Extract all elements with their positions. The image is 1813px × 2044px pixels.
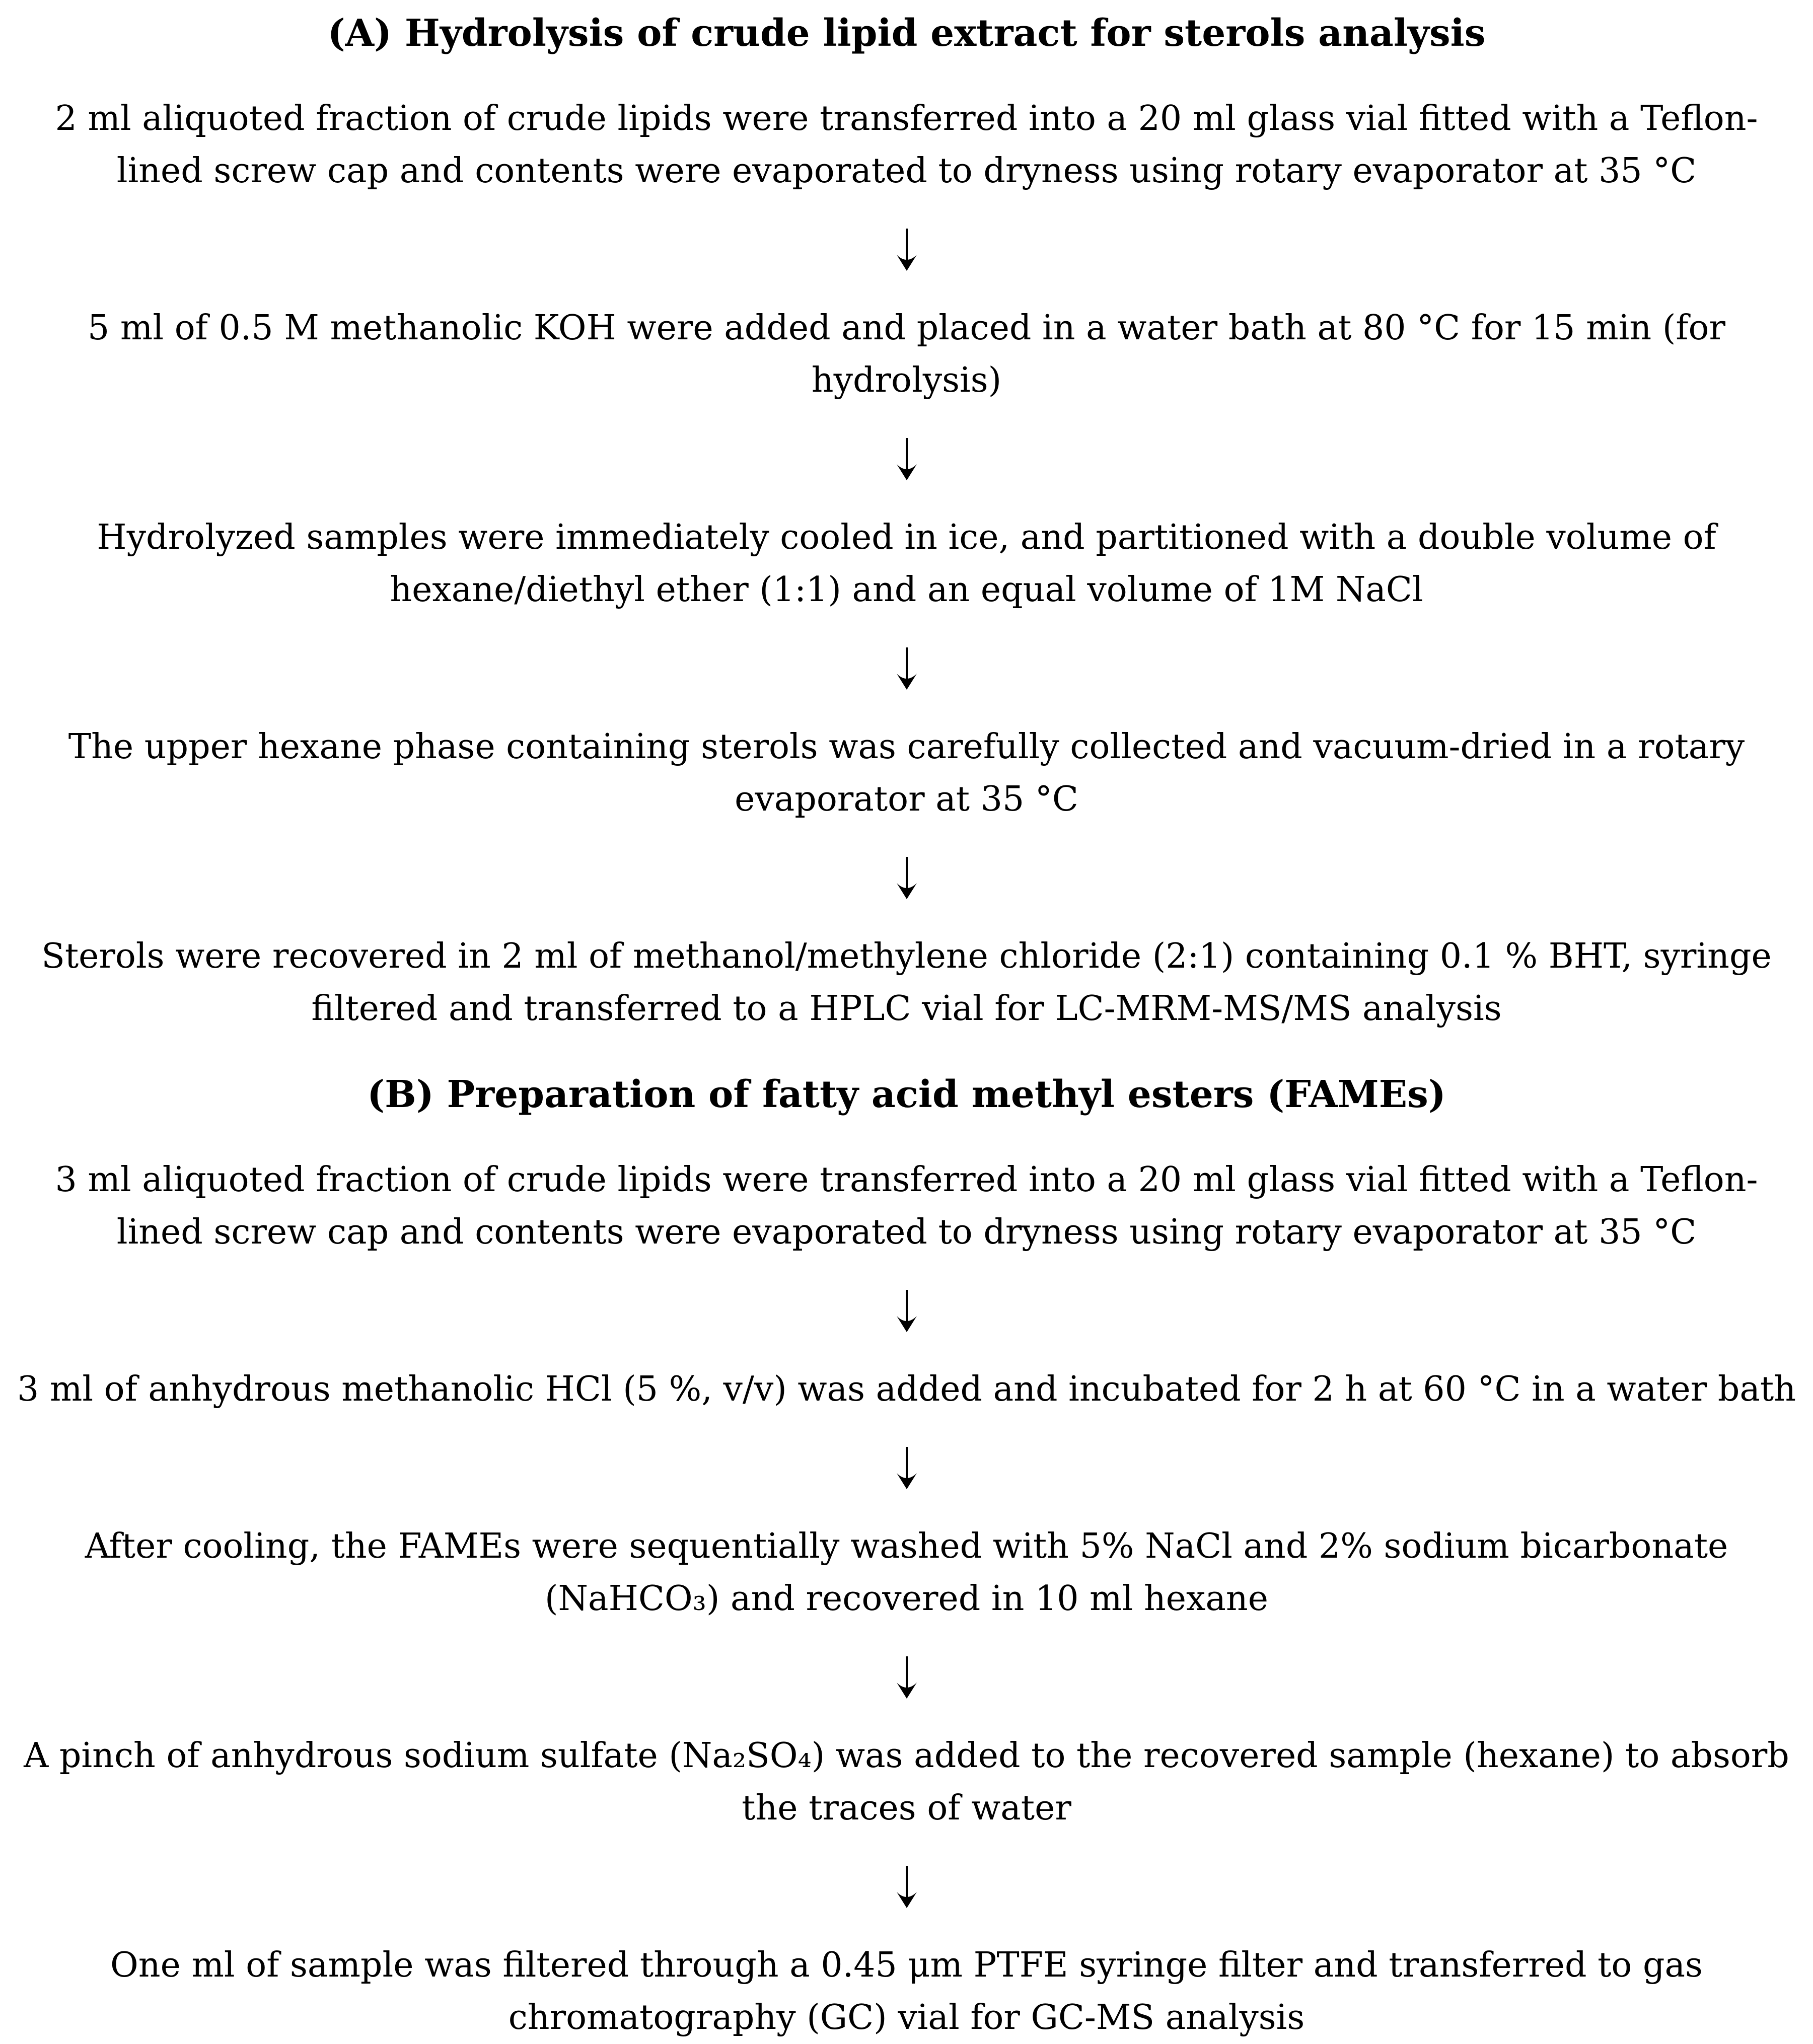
down-arrow-icon (895, 438, 918, 480)
down-arrow-icon (895, 1866, 918, 1908)
step-b2-line-1: 3 ml of anhydrous methanolic HCl (5 %, v/v) was added and incubated for 2 h at 60 °C in a water bath (17, 1369, 1796, 1409)
step-b1-line-1: 3 ml aliquoted fraction of crude lipids were transferred into a 20 ml glass vial fitted with a Teflon- (55, 1160, 1758, 1200)
step-a2 (88, 302, 1725, 407)
down-arrow-icon (895, 1447, 918, 1489)
step-b3 (85, 1520, 1728, 1625)
step-a1-line-2: lined screw cap and contents were evaporated to dryness using rotary evaporator at 35 °C (116, 151, 1697, 191)
step-b3-line-2: (NaHCO₃) and recovered in 10 ml hexane (545, 1579, 1268, 1619)
step-b2 (17, 1363, 1796, 1416)
step-a3-line-1: Hydrolyzed samples were immediately cooled in ice, and partitioned with a double volume of (97, 518, 1716, 557)
step-a3-line-2: hexane/diethyl ether (1:1) and an equal volume of 1M NaCl (390, 570, 1423, 610)
step-a4-line-2: evaporator at 35 °C (735, 779, 1078, 819)
step-b4-line-2: the traces of water (742, 1788, 1071, 1828)
step-a2-line-2: hydrolysis) (811, 360, 1002, 400)
down-arrow-icon (895, 229, 918, 271)
down-arrow-icon (895, 1290, 918, 1332)
step-a2-line-1: 5 ml of 0.5 M methanolic KOH were added and placed in a water bath at 80 °C for 15 min (for (88, 308, 1725, 348)
step-a1-line-1: 2 ml aliquoted fraction of crude lipids were transferred into a 20 ml glass vial fitted with a Teflon- (55, 99, 1758, 138)
step-b5-line-1: One ml of sample was filtered through a 0.45 μm PTFE syringe filter and transferred to gas (110, 1945, 1703, 1985)
section-b-title: (B) Preparation of fatty acid methyl esters (FAMEs) (367, 1073, 1446, 1116)
step-a1 (55, 93, 1758, 197)
down-arrow-icon (895, 647, 918, 690)
step-b3-line-1: After cooling, the FAMEs were sequentially washed with 5% NaCl and 2% sodium bicarbonate (85, 1526, 1728, 1566)
step-a4 (68, 721, 1745, 826)
step-b5-line-2: chromatography (GC) vial for GC-MS analysis (508, 1998, 1305, 2037)
step-b1-line-2: lined screw cap and contents were evaporated to dryness using rotary evaporator at 35 °C (116, 1212, 1697, 1252)
step-b4 (24, 1730, 1789, 1835)
step-a5-line-2: filtered and transferred to a HPLC vial for LC-MRM-MS/MS analysis (311, 989, 1502, 1029)
step-a4-line-1: The upper hexane phase containing sterols was carefully collected and vacuum-dried in a rotary (68, 727, 1745, 767)
step-a5 (41, 930, 1772, 1035)
down-arrow-icon (895, 857, 918, 899)
step-b1 (55, 1154, 1758, 1259)
step-a3 (97, 512, 1716, 616)
down-arrow-icon (895, 1656, 918, 1699)
step-a5-line-1: Sterols were recovered in 2 ml of methanol/methylene chloride (2:1) containing 0.1 % BHT, syringe (41, 936, 1772, 976)
section-a-title: (A) Hydrolysis of crude lipid extract for sterols analysis (327, 12, 1486, 55)
step-b5 (110, 1939, 1703, 2044)
step-b4-line-1: A pinch of anhydrous sodium sulfate (Na₂SO₄) was added to the recovered sample (hexane) to absorb (24, 1736, 1789, 1776)
